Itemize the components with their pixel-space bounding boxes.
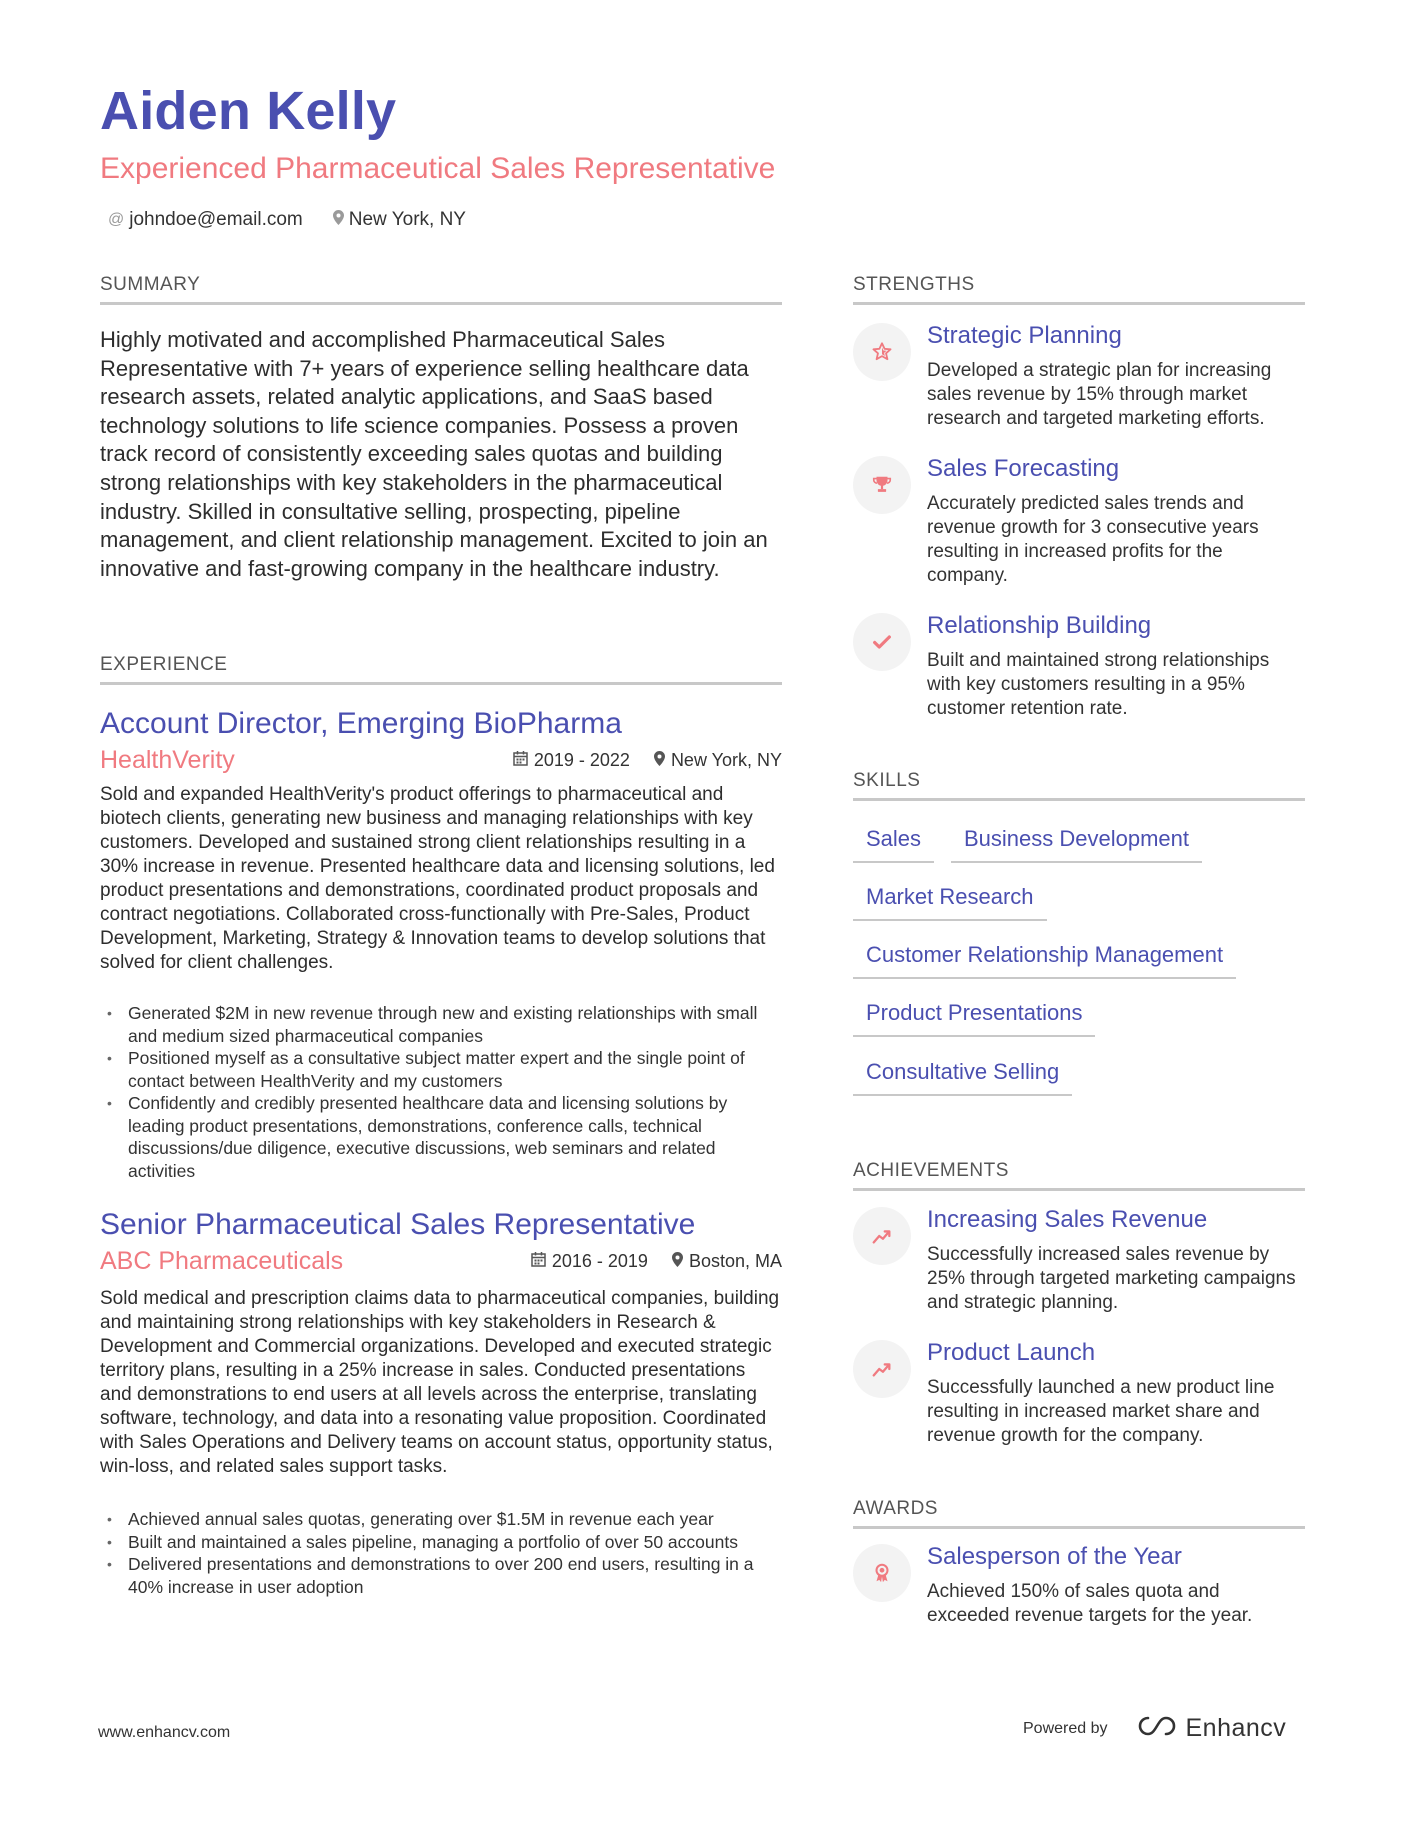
trend-icon [853, 1340, 911, 1398]
job-description: Sold medical and prescription claims data to pharmaceutical companies, building and maintaining strong relationships with key stakeholders in Research & Development and Commercial organizations. Developed and executed strategic territory plans, resulting in a 25% increase in sales. Conducted presentations and demonstrations to end users at all levels across the enterprise, translating software, technology, and data into a resonating value proposition. Coordinated with Sales Operations and Delivery teams on account status, opportunity status, win-loss, and related sales support tasks. [100, 1288, 780, 1477]
achievement-description: Successfully increased sales revenue by 25% through targeted marketing campaigns and strategic planning. [927, 1244, 1296, 1313]
skill-tag: Customer Relationship Management [853, 942, 1236, 979]
brand-name: Enhancv [1185, 1714, 1287, 1742]
check-icon [853, 613, 911, 671]
skill-tag: Business Development [951, 826, 1202, 863]
summary-text: Highly motivated and accomplished Pharmaceutical Sales Representative with 7+ years of experience selling healthcare data research assets, related analytic applications, and SaaS based technology solutions to life science companies. Possess a proven track record of consistently exceeding sales quotas and building strong relationships with key stakeholders in the pharmaceutical industry. Skilled in consultative selling, prospecting, pipeline management, and client relationship management. Excited to join an innovative and fast-growing company in the healthcare industry. [100, 327, 768, 581]
at-icon: @ [108, 211, 125, 228]
skill-tag: Product Presentations [853, 1000, 1095, 1037]
email-item[interactable] [108, 209, 303, 231]
job-title: Senior Pharmaceutical Sales Representative [100, 1208, 696, 1241]
calendar-icon [513, 750, 528, 771]
award-icon [853, 1544, 911, 1602]
job-dates [513, 750, 630, 771]
job-meta [100, 1247, 782, 1276]
job-meta [100, 746, 782, 775]
contact-info [108, 209, 496, 231]
strength-title: Relationship Building [927, 612, 1152, 639]
job-location-text: New York, NY [670, 750, 782, 770]
skill-tag: Market Research [853, 884, 1047, 921]
strength-title: Sales Forecasting [927, 455, 1120, 482]
location-pin-icon [333, 210, 344, 230]
location-item [333, 209, 466, 231]
calendar-icon [531, 1251, 546, 1272]
summary-heading: SUMMARY [100, 274, 782, 305]
skill-tag: Sales [853, 826, 934, 863]
strength-title: Strategic Planning [927, 322, 1122, 349]
bullet-item: • Achieved annual sales quotas, generating over $1.5M in revenue each year [100, 1508, 782, 1531]
strengths-heading: STRENGTHS [853, 274, 1305, 305]
award-title: Salesperson of the Year [927, 1543, 1182, 1570]
skill-tag: Consultative Selling [853, 1059, 1072, 1096]
candidate-name: Aiden Kelly [100, 81, 397, 141]
job-location [654, 750, 782, 771]
company-name: ABC Pharmaceuticals [100, 1247, 344, 1275]
strength-description: Developed a strategic plan for increasing sales revenue by 15% through market research and targeted marketing efforts. [927, 360, 1272, 429]
powered-by-text: Powered by [1023, 1719, 1108, 1737]
bullet-item: • Delivered presentations and demonstrations to over 200 end users, resulting in a 40% increase in user adoption [100, 1553, 782, 1598]
job-dates [531, 1251, 648, 1272]
achievement-title: Product Launch [927, 1339, 1096, 1366]
job-title: Account Director, Emerging BioPharma [100, 707, 622, 740]
trend-icon [853, 1207, 911, 1265]
trophy-icon [853, 456, 911, 514]
bullet-item: • Confidently and credibly presented healthcare data and licensing solutions by leading product presentations, demonstrations, conference calls, technical discussions/due diligence, executive discussions, web seminars and related activities [100, 1092, 782, 1182]
enhancv-logo-icon [1134, 1714, 1180, 1743]
experience-heading: EXPERIENCE [100, 654, 782, 685]
location-pin-icon [654, 751, 665, 771]
strength-description: Accurately predicted sales trends and revenue growth for 3 consecutive years resulting in increased profits for the company. [927, 493, 1259, 586]
location-pin-icon [672, 1252, 683, 1272]
job-bullets [100, 1002, 782, 1182]
job-location [672, 1251, 782, 1272]
location-text: New York, NY [348, 209, 466, 230]
achievement-title: Increasing Sales Revenue [927, 1206, 1208, 1233]
achievements-heading: ACHIEVEMENTS [853, 1160, 1305, 1191]
awards-heading: AWARDS [853, 1498, 1305, 1529]
bullet-item: • Generated $2M in new revenue through new and existing relationships with small and medium sized pharmaceutical companies [100, 1002, 782, 1047]
candidate-title: Experienced Pharmaceutical Sales Representative [100, 152, 776, 185]
footer-branding[interactable] [1023, 1714, 1286, 1743]
award-description: Achieved 150% of sales quota and exceeded revenue targets for the year. [927, 1581, 1253, 1626]
bullet-item: • Built and maintained a sales pipeline, managing a portfolio of over 50 accounts [100, 1531, 782, 1554]
star-icon [853, 323, 911, 381]
job-description: Sold and expanded HealthVerity's product offerings to pharmaceutical and biotech clients, generating new business and managing relationships with key customers. Developed and sustained strong client relationships resulting in a 30% increase in revenue. Presented healthcare data and licensing solutions, led product presentations and demonstrations, coordinated product proposals and contract negotiations. Collaborated cross-functionally with Pre-Sales, Product Development, Marketing, Strategy & Innovation teams to develop solutions that solved for client challenges. [100, 784, 775, 973]
strength-description: Built and maintained strong relationships with key customers resulting in a 95% customer retention rate. [927, 650, 1270, 719]
email-text: johndoe@email.com [129, 209, 303, 230]
job-dates-text: 2016 - 2019 [551, 1251, 648, 1271]
skills-heading: SKILLS [853, 770, 1305, 801]
company-name: HealthVerity [100, 746, 235, 774]
bullet-item: • Positioned myself as a consultative subject matter expert and the single point of contact between HealthVerity and my customers [100, 1047, 782, 1092]
footer-website[interactable]: www.enhancv.com [98, 1724, 231, 1741]
achievement-description: Successfully launched a new product line resulting in increased market share and revenue growth for the company. [927, 1377, 1275, 1446]
job-dates-text: 2019 - 2022 [533, 750, 630, 770]
job-location-text: Boston, MA [688, 1251, 782, 1271]
job-bullets [100, 1508, 782, 1598]
